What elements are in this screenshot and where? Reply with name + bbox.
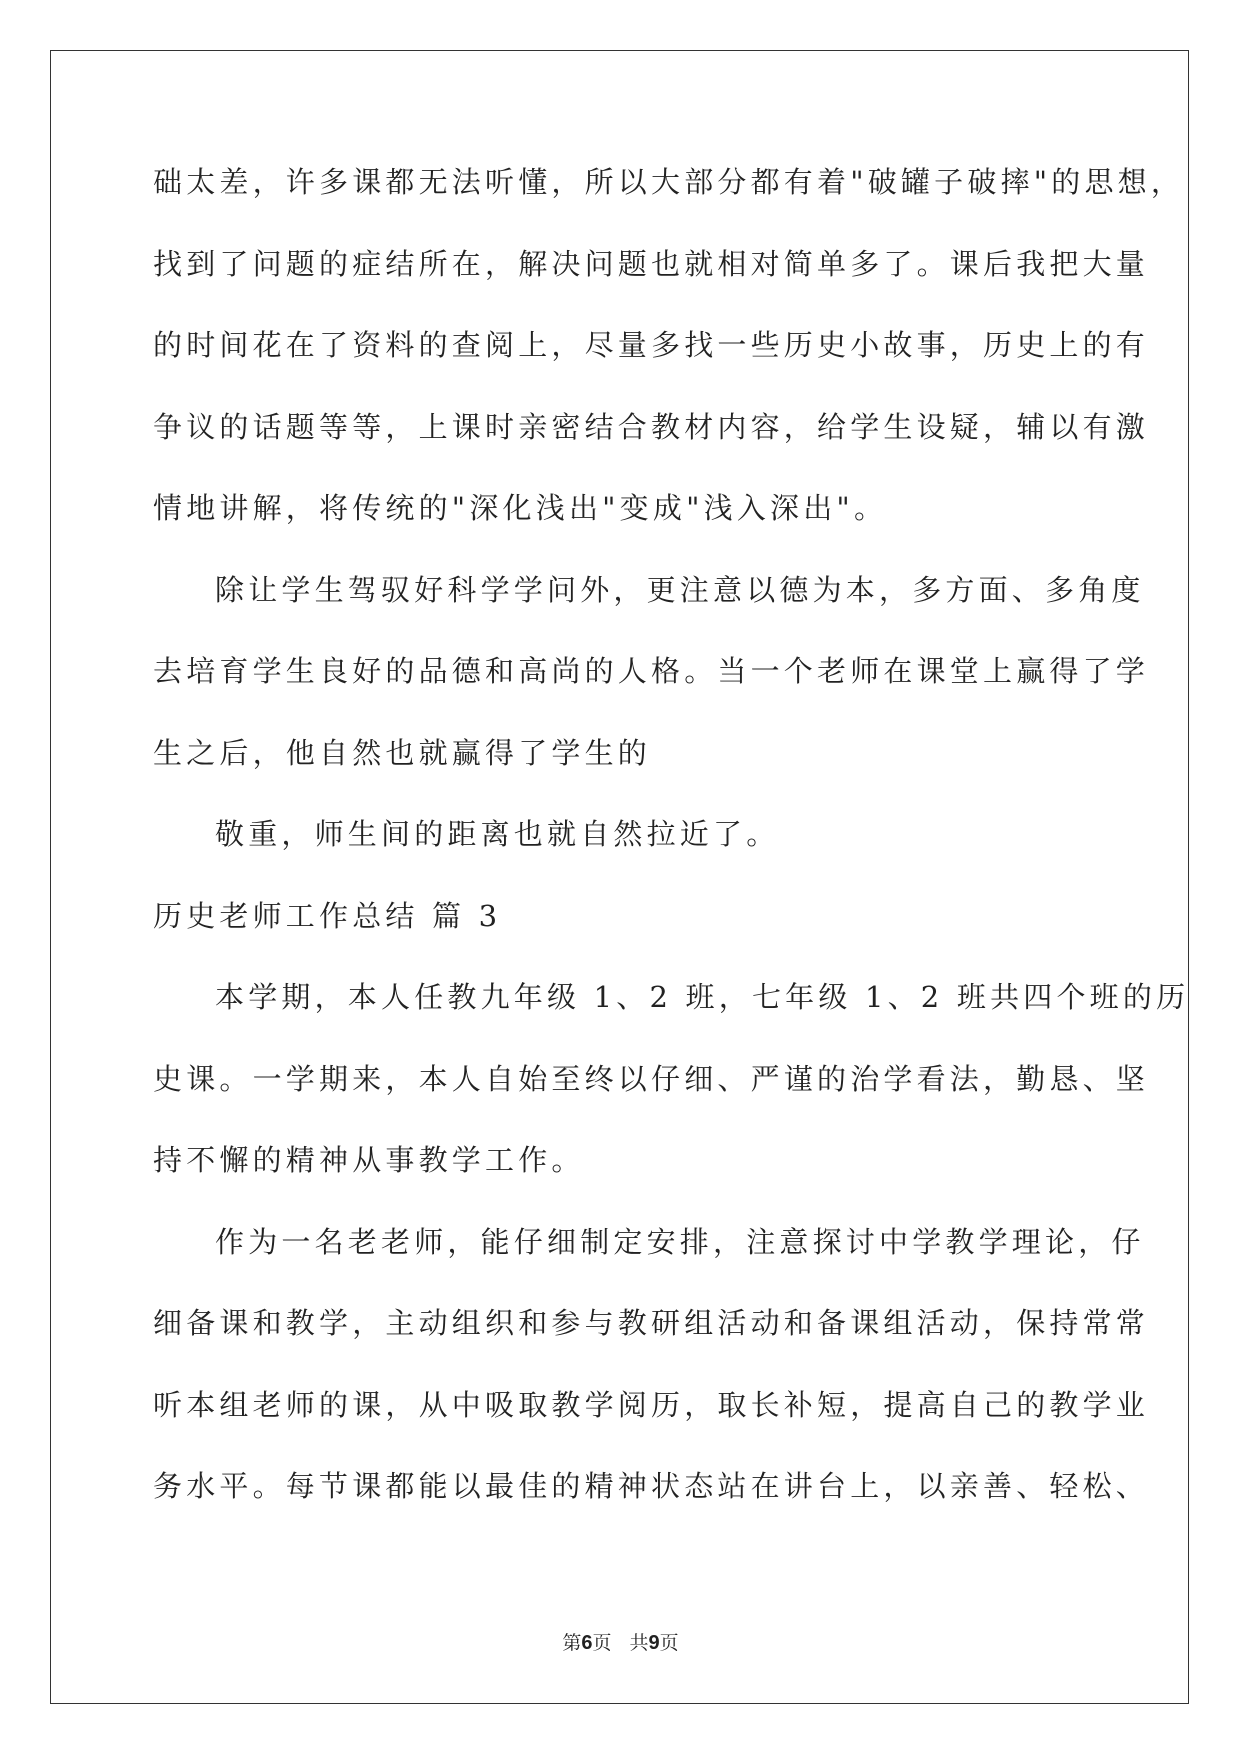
document-body	[153, 165, 1190, 1554]
text-line: 争议的话题等等，上课时亲密结合教材内容，给学生设疑，辅以有激	[153, 409, 1150, 444]
footer-page-suffix: 页	[592, 1632, 612, 1654]
text-line: 务水平。每节课都能以最佳的精神状态站在讲台上，以亲善、轻松、	[153, 1469, 1150, 1503]
text-line: 找到了问题的症结所在，解决问题也就相对简单多了。课后我把大量	[153, 246, 1150, 281]
text-line: 史课。一学期来，本人自始至终以仔细、严谨的治学看法，勤恳、坚	[153, 1061, 1150, 1096]
footer-page-total: 9	[648, 1632, 660, 1654]
text-line: 听本组老师的课，从中吸取教学阅历，取长补短，提高自己的教学业	[153, 1387, 1150, 1422]
text-line: 细备课和教学，主动组织和参与教研组活动和备课组活动，保持常常	[153, 1306, 1150, 1340]
footer-total-suffix: 页	[659, 1632, 679, 1654]
text-line: 生之后，他自然也就赢得了学生的	[153, 735, 652, 770]
text-line: 敬重，师生间的距离也就自然拉近了。	[215, 817, 780, 851]
text-line: 情地讲解，将传统的"深化浅出"变成"浅入深出"。	[153, 491, 888, 525]
text-line: 本学期，本人任教九年级 1、2 班，七年级 1、2 班共四个班的历	[215, 980, 1190, 1014]
text-line: 历史老师工作总结 篇 3	[153, 898, 502, 933]
footer-total-prefix: 共	[629, 1632, 649, 1654]
text-line: 础太差，许多课都无法听懂，所以大部分都有着"破罐子破摔"的思想，	[153, 165, 1185, 199]
text-line: 持不懈的精神从事教学工作。	[153, 1143, 585, 1177]
footer-page-current: 6	[581, 1632, 593, 1654]
text-line: 去培育学生良好的品德和高尚的人格。当一个老师在课堂上赢得了学	[153, 654, 1150, 688]
text-line: 除让学生驾驭好科学学问外，更注意以德为本，多方面、多角度	[215, 572, 1145, 607]
page-footer	[0, 1628, 1241, 1655]
text-line: 的时间花在了资料的查阅上，尽量多找一些历史小故事，历史上的有	[153, 328, 1150, 362]
footer-page-prefix: 第	[562, 1632, 582, 1654]
text-line: 作为一名老老师，能仔细制定安排，注意探讨中学教学理论，仔	[215, 1224, 1145, 1259]
